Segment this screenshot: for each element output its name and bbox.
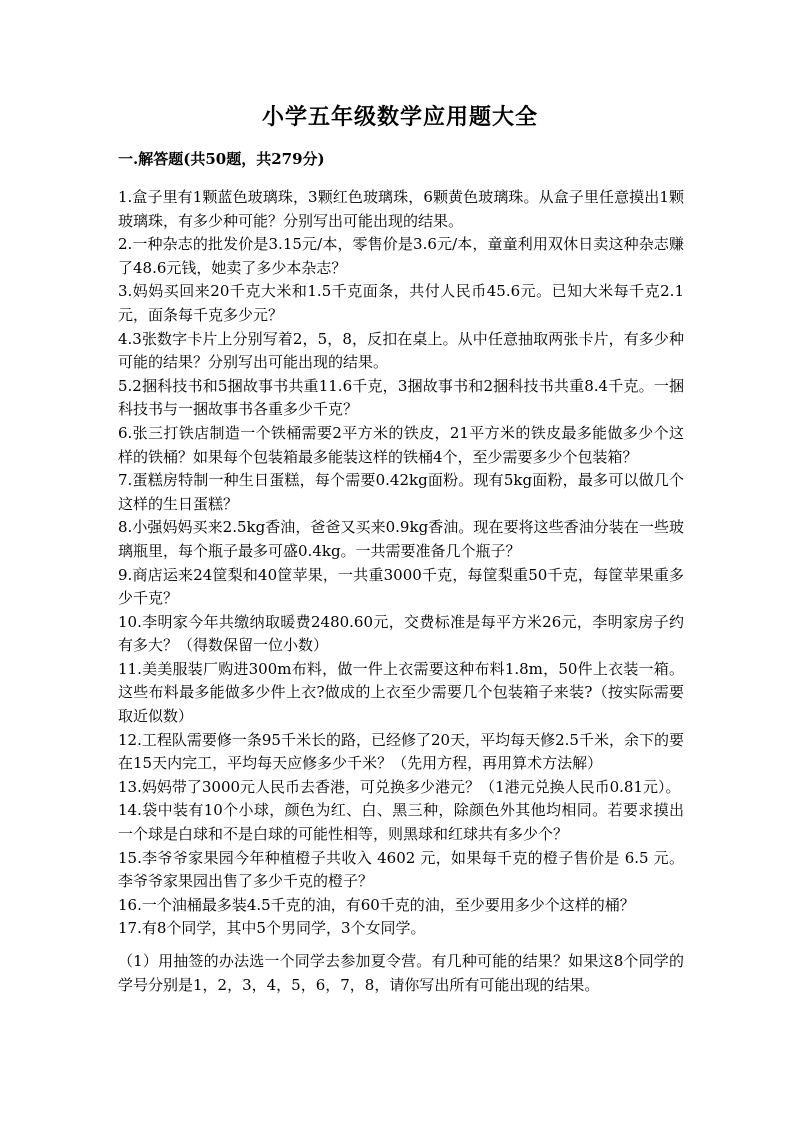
question-16: 16.一个油桶最多装4.5千克的油，有60千克的油，至少要用多少个这样的桶？ bbox=[118, 895, 635, 914]
question-5: 5.2捆科技书和5捆故事书共重11.6千克，3捆故事书和2捆科技书共重8.4千克。一捆科技书与一捆故事书各重多少千克？ bbox=[118, 376, 684, 419]
question-15: 15.李爷爷家果园今年种植橙子共收入 4602 元，如果每千克的橙子售价是 6.5 元。李爷爷家果园出售了多少千克的橙子？ bbox=[118, 848, 684, 891]
question-14: 14.袋中装有10个小球，颜色为红、白、黑三种，除颜色外其他均相同。若要求摸出一个球是白球和不是白球的可能性相等，则黑球和红球共有多少个？ bbox=[118, 801, 684, 844]
question-3: 3.妈妈买回来20千克大米和1.5千克面条，共付人民币45.6元。已知大米每千克2.1元，面条每千克多少元？ bbox=[118, 282, 684, 324]
question-4: 4.3张数字卡片上分别写着2，5，8，反扣在桌上。从中任意抽取两张卡片，有多少种可能的结果？分别写出可能出现的结果。 bbox=[118, 329, 684, 372]
subquestion-17-1: （1）用抽签的办法选一个同学去参加夏令营。有几种可能的结果？如果这8个同学的学号分别是1，2，3，4，5，6，7，8，请你写出所有可能出现的结果。 bbox=[118, 952, 684, 994]
question-11: 11.美美服装厂购进300m布料，做一件上衣需要这种布料1.8m，50件上衣装一箱。这些布料最多能做多少件上衣?做成的上衣至少需要几个包装箱子来装?（按实际需要取近似数） bbox=[118, 659, 684, 726]
section-heading: 一.解答题(共50题，共279分) bbox=[118, 150, 325, 168]
question-6: 6.张三打铁店制造一个铁桶需要2平方米的铁皮，21平方米的铁皮最多能做多少个这样的铁桶？如果每个包装箱最多能装这样的铁桶4个，至少需要多少个包装箱？ bbox=[118, 423, 684, 466]
question-17: 17.有8个同学，其中5个男同学，3个女同学。 bbox=[118, 919, 426, 938]
question-7: 7.蛋糕房特制一种生日蛋糕，每个需要0.42kg面粉。现有5kg面粉，最多可以做几个这样的生日蛋糕？ bbox=[118, 471, 684, 513]
question-9: 9.商店运来24筐梨和40筐苹果，一共重3000千克，每筐梨重50千克，每筐苹果重多少千克？ bbox=[118, 565, 684, 608]
question-13: 13.妈妈带了3000元人民币去香港，可兑换多少港元？（1港元兑换人民币0.81元）。 bbox=[118, 777, 681, 796]
question-10: 10.李明家今年共缴纳取暖费2480.60元，交费标准是每平方米26元，李明家房子约有多大？（得数保留一位小数） bbox=[118, 612, 684, 655]
question-2: 2.一种杂志的批发价是3.15元/本，零售价是3.6元/本，童童利用双休日卖这种杂志赚了48.6元钱，她卖了多少本杂志？ bbox=[118, 235, 684, 277]
page-title: 小学五年级数学应用题大全 bbox=[261, 104, 538, 130]
question-1: 1.盒子里有1颗蓝色玻璃珠，3颗红色玻璃珠，6颗黄色玻璃珠。从盒子里任意摸出1颗玻璃珠，有多少种可能？分别写出可能出现的结果。 bbox=[118, 188, 684, 230]
question-8: 8.小强妈妈买来2.5kg香油，爸爸又买来0.9kg香油。现在要将这些香油分装在一些玻璃瓶里，每个瓶子最多可盛0.4kg。一共需要准备几个瓶子？ bbox=[118, 518, 684, 560]
question-list bbox=[118, 186, 684, 997]
question-12: 12.工程队需要修一条95千米长的路，已经修了20天，平均每天修2.5千米，余下的要在15天内完工，平均每天应修多少千米？（先用方程，再用算术方法解） bbox=[118, 730, 684, 773]
